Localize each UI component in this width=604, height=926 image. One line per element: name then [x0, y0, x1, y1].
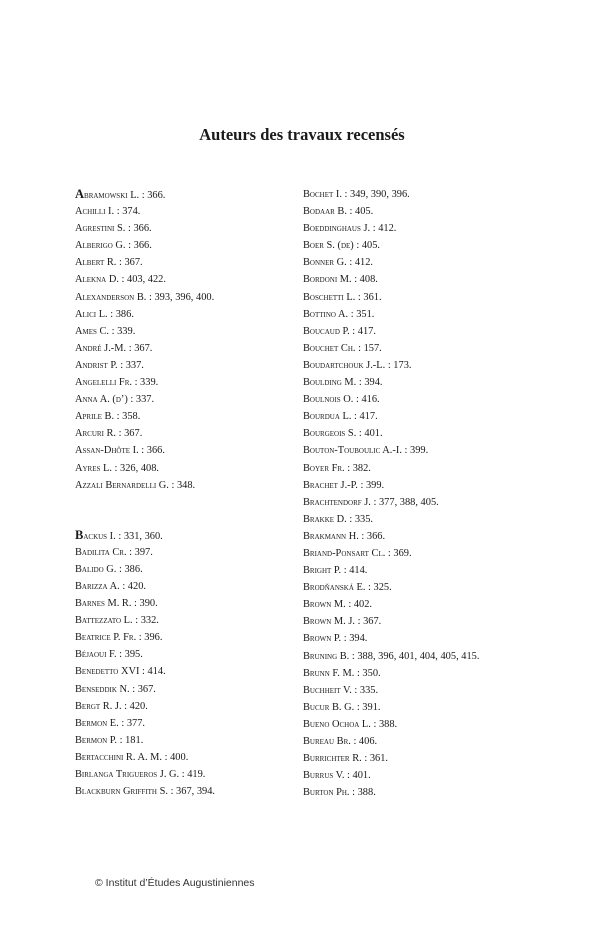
index-entry: [75, 698, 305, 715]
index-entry: [75, 477, 305, 494]
index-entry: [303, 750, 533, 767]
author-name: Barnes M. R.: [75, 598, 132, 610]
page-references: : 366.: [358, 530, 386, 542]
author-name: Bueno Ochoa L.: [303, 718, 371, 730]
index-entry: [75, 306, 305, 323]
page-references: : 401.: [356, 428, 383, 440]
author-name: Briand-Ponsart Cl.: [303, 547, 386, 559]
author-name: Bermon P.: [75, 734, 118, 746]
author-name: Brunn F. M.: [303, 667, 355, 679]
index-entry: [303, 579, 533, 596]
author-name: Burrichter R.: [303, 753, 362, 765]
page-references: : 350.: [354, 667, 381, 679]
author-name: Bouchet Ch.: [303, 342, 356, 354]
copyright-footer: © Institut d’Études Augustiniennes: [95, 877, 255, 889]
index-entry: [75, 715, 305, 732]
page-references: : 419.: [179, 769, 206, 780]
page-references: : 386.: [107, 308, 134, 320]
page-references: : 367.: [116, 428, 143, 440]
author-name: Andrist P.: [75, 359, 118, 371]
page-references: : 339.: [109, 325, 136, 337]
author-name: Brachtendorf J.: [303, 496, 371, 508]
letter-initial: B: [75, 527, 84, 542]
author-name: Brown P.: [303, 633, 342, 645]
index-entry: [303, 665, 533, 682]
page-references: : 348.: [168, 479, 196, 491]
author-name: Alici L.: [75, 308, 108, 320]
author-name: André J.-M.: [75, 342, 127, 354]
page-references: : 367.: [129, 683, 156, 695]
page-title: Auteurs des travaux recensés: [199, 125, 405, 144]
page-references: : 399.: [357, 479, 385, 491]
page-references: : 406.: [350, 736, 378, 747]
author-name: Bodaar B.: [303, 206, 347, 218]
page-references: : 402.: [345, 599, 373, 611]
author-name: Angelelli Fr.: [75, 377, 132, 389]
index-entry: [75, 681, 305, 698]
index-entry: [75, 408, 305, 425]
author-name: Bourdua L.: [303, 411, 352, 423]
index-entry: [303, 254, 533, 271]
author-name: Albert R.: [75, 257, 117, 269]
group-spacer: [75, 494, 305, 527]
page-references: : 403, 422.: [118, 274, 166, 286]
page-references: : 420.: [119, 580, 146, 592]
author-name: Battezzato L.: [75, 615, 133, 627]
index-entry: [303, 494, 533, 511]
index-entry: [303, 357, 533, 374]
page-references: : 405.: [353, 240, 381, 252]
index-entry: [303, 374, 533, 391]
index-entry: [75, 220, 305, 237]
page-references: : 401.: [344, 770, 371, 782]
author-name: Boulnois O.: [303, 394, 354, 406]
author-name: Bureau Br.: [303, 736, 351, 747]
index-entry: [75, 289, 305, 306]
author-name: Bertacchini R. A. M.: [75, 751, 163, 763]
index-entry: [75, 340, 305, 357]
author-name: Bonner G.: [303, 257, 347, 269]
index-entry: [303, 460, 533, 477]
author-name: Bochet I.: [303, 189, 342, 200]
author-name: Bourgeois S.: [303, 428, 357, 440]
index-entry: [75, 357, 305, 374]
index-entry: [303, 528, 533, 545]
page-references: : 369.: [385, 547, 412, 559]
index-entry: [303, 442, 533, 459]
index-entry: [75, 595, 305, 612]
author-name: Boschetti L.: [303, 291, 356, 303]
index-entry: [75, 663, 305, 680]
index-entry: [75, 442, 305, 459]
index-entry: [303, 203, 533, 220]
index-entry: [75, 749, 305, 766]
page-references: : 393, 396, 400.: [146, 291, 215, 303]
page-references: : 417.: [349, 325, 376, 337]
author-name: Brakmann H.: [303, 530, 359, 542]
author-name: Brown M.: [303, 599, 346, 611]
author-name: Brakke D.: [303, 513, 347, 525]
page-references: : 394.: [356, 377, 383, 389]
author-name: Bright P.: [303, 565, 342, 577]
page-references: : 397.: [126, 546, 153, 558]
author-name: Ames C.: [75, 325, 110, 337]
index-entry: [303, 733, 533, 750]
author-name: Agrestini S.: [75, 223, 126, 235]
index-entry: [303, 682, 533, 699]
author-name: Burrus V.: [303, 770, 345, 782]
author-name: Bouton-Touboulic A.-I.: [303, 445, 402, 457]
page-references: : 417.: [351, 411, 378, 423]
author-name: Balido G.: [75, 563, 117, 575]
page-references: : 388, 396, 401, 404, 405, 415.: [349, 650, 480, 662]
page-references: : 414.: [341, 565, 368, 577]
page-references: : 394.: [341, 633, 368, 645]
index-entry: [303, 186, 533, 203]
author-name: Bordoni M.: [303, 274, 352, 286]
index-entry: [303, 323, 533, 340]
index-entry: [75, 527, 305, 544]
page-references: : 331, 360.: [115, 530, 163, 542]
author-name: Béjaoui F.: [75, 649, 117, 661]
page-references: : 408.: [351, 274, 378, 286]
author-name: Burton Ph.: [303, 787, 350, 799]
page-references: : 391.: [354, 701, 381, 713]
page-references: : 416.: [353, 394, 380, 406]
page-references: : 326, 408.: [111, 462, 160, 474]
index-entry: [303, 237, 533, 254]
index-entry: [75, 629, 305, 646]
index-entry: [303, 699, 533, 716]
page-references: : 414.: [139, 666, 166, 678]
page-references: : 412.: [370, 223, 397, 235]
page-references: : 367.: [126, 342, 153, 354]
page-references: : 366.: [125, 240, 152, 252]
page-references: : 325.: [365, 582, 392, 594]
page-references: : 412.: [346, 257, 374, 269]
author-name: Boer S. (de): [303, 240, 354, 252]
index-column-right: [303, 186, 533, 801]
index-entry: [75, 323, 305, 340]
author-name: Boeddinghaus J.: [303, 223, 371, 235]
author-name: Boulding M.: [303, 377, 357, 389]
author-name: Benseddik N.: [75, 683, 130, 695]
author-name: Barizza A.: [75, 580, 120, 592]
author-name: Boucaud P.: [303, 325, 350, 337]
index-entry: [303, 630, 533, 647]
page-references: : 396.: [136, 632, 163, 644]
page-references: : 367, 394.: [167, 786, 216, 798]
page-references: : 366.: [138, 445, 165, 457]
page-references: : 361.: [355, 291, 382, 303]
author-name: Boudartchouk J.-L.: [303, 359, 386, 371]
page-references: : 181.: [117, 734, 144, 746]
page-references: : 388.: [370, 718, 398, 730]
author-name: Bruning B.: [303, 650, 350, 662]
page-references: : 367.: [116, 257, 143, 269]
author-name: Assan-Dhôte I.: [75, 445, 139, 457]
author-name: Bottino A.: [303, 308, 349, 320]
page-references: : 337.: [117, 359, 144, 371]
author-name: Brachet J.-P.: [303, 479, 358, 491]
index-entry: [75, 203, 305, 220]
index-entry: [303, 784, 533, 801]
index-entry: [75, 544, 305, 561]
index-entry: [303, 271, 533, 288]
index-entry: [303, 220, 533, 237]
index-entry: [303, 289, 533, 306]
index-entry: [75, 783, 305, 800]
page-references: : 335.: [351, 684, 379, 696]
index-entry: [75, 578, 305, 595]
index-entry: [75, 271, 305, 288]
index-entry: [303, 613, 533, 630]
index-entry: [303, 425, 533, 442]
author-name: Alekna D.: [75, 274, 119, 286]
author-name: Ayres L.: [75, 462, 112, 474]
letter-initial: A: [75, 187, 85, 201]
author-name: Bucur B. G.: [303, 701, 355, 713]
index-entry: [75, 374, 305, 391]
page-references: : 157.: [355, 342, 382, 354]
author-name: Buchheit V.: [303, 684, 352, 696]
page-references: : 351.: [348, 308, 375, 320]
index-entry: [75, 561, 305, 578]
page-references: : 420.: [121, 700, 148, 712]
page-references: : 377.: [118, 717, 146, 729]
author-name: Boyer Fr.: [303, 462, 345, 474]
author-name: Beatrice P. Fr.: [75, 632, 137, 644]
index-entry: [75, 237, 305, 254]
author-name: Alberigo G.: [75, 240, 126, 252]
index-entry: [75, 612, 305, 629]
page-references: : 395.: [116, 649, 143, 661]
page-references: : 335.: [346, 513, 374, 525]
index-entry: [303, 648, 533, 665]
index-entry: [303, 511, 533, 528]
author-name: Azzali Bernardelli G.: [75, 479, 169, 491]
page-references: : 366.: [125, 223, 152, 235]
index-entry: [75, 766, 305, 783]
page-references: : 349, 390, 396.: [341, 189, 410, 200]
author-name: Birlanga Trigueros J. G.: [75, 769, 180, 780]
page-references: : 377, 388, 405.: [370, 496, 439, 508]
author-name: Bergt R. J.: [75, 700, 122, 712]
index-entry: [303, 477, 533, 494]
index-entry: [303, 596, 533, 613]
author-name: ackus I.: [83, 530, 116, 542]
page-references: : 332.: [132, 615, 159, 627]
author-name: Bermon E.: [75, 717, 119, 729]
author-name: Badilita Cr.: [75, 546, 127, 558]
author-name: Arcuri R.: [75, 428, 117, 440]
page-references: : 366.: [139, 190, 166, 201]
index-entry: [303, 408, 533, 425]
author-name: Anna A. (d’): [75, 394, 128, 406]
index-entry: [75, 460, 305, 477]
author-name: Alexanderson B.: [75, 291, 147, 303]
index-entry: [75, 646, 305, 663]
page-references: : 388.: [349, 787, 376, 799]
index-entry: [303, 391, 533, 408]
page-references: : 367.: [355, 616, 382, 628]
page-references: : 374.: [114, 206, 141, 218]
page-references: : 339.: [131, 377, 159, 389]
index-entry: [75, 186, 305, 203]
page-references: : 399.: [401, 445, 429, 457]
author-name: Achilli I.: [75, 206, 115, 218]
index-entry: [303, 716, 533, 733]
index-column-left: [75, 186, 305, 800]
index-entry: [75, 391, 305, 408]
index-entry: [303, 306, 533, 323]
index-entry: [75, 732, 305, 749]
page-references: : 382.: [344, 462, 371, 474]
author-name: Brown M. J.: [303, 616, 355, 628]
index-entry: [303, 340, 533, 357]
author-name: Aprile B.: [75, 411, 115, 423]
page-references: : 358.: [114, 411, 141, 423]
index-entry: [303, 545, 533, 562]
index-entry: [75, 254, 305, 271]
index-entry: [75, 425, 305, 442]
index-entry: [303, 767, 533, 784]
author-name: Blackburn Griffith S.: [75, 786, 168, 798]
index-entry: [303, 562, 533, 579]
page-references: : 405.: [346, 206, 374, 218]
page-references: : 390.: [131, 598, 158, 610]
page-references: : 173.: [385, 359, 412, 371]
page-references: : 337.: [127, 394, 155, 406]
page-references: : 361.: [361, 753, 389, 765]
author-name: bramowski L.: [84, 190, 140, 201]
page-references: : 400.: [162, 751, 189, 763]
author-name: Benedetto XVI: [75, 666, 140, 678]
author-name: Brodňanská E.: [303, 582, 366, 594]
page-references: : 386.: [116, 563, 143, 575]
